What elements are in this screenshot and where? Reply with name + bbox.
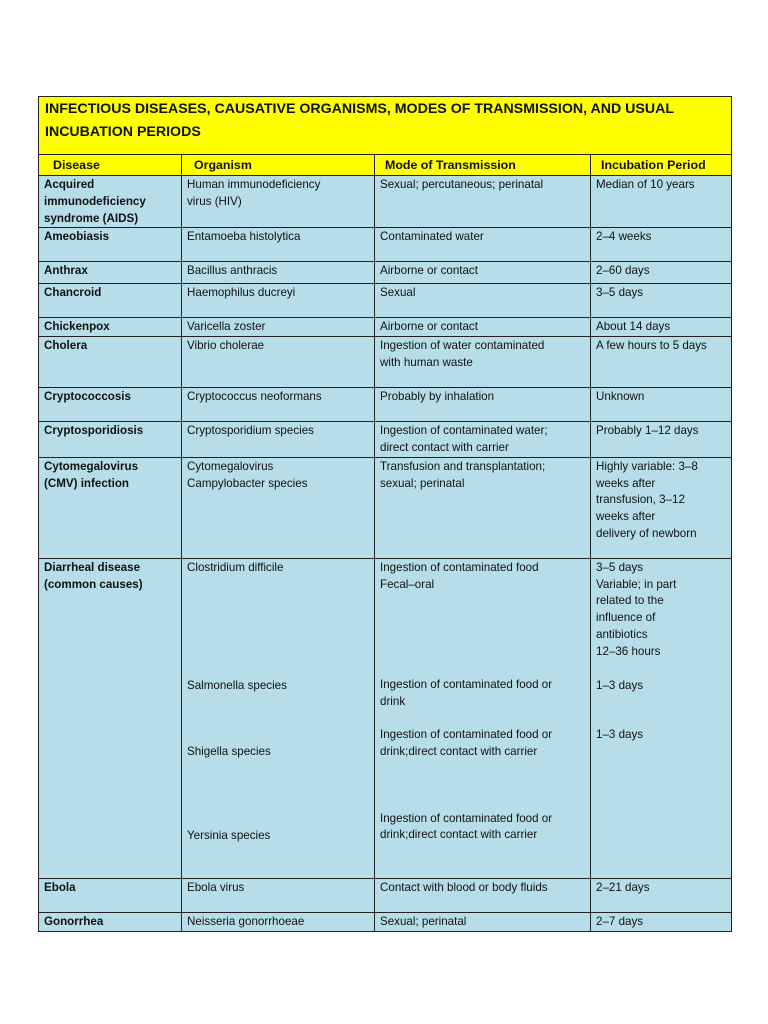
disease-cell: Cryptosporidiosis bbox=[44, 424, 144, 438]
incubation-shigella: 1–3 days bbox=[596, 728, 644, 742]
disease-cell: Ameobiasis bbox=[44, 230, 110, 244]
organism-shigella: Shigella species bbox=[187, 745, 271, 759]
incubation-cell: About 14 days bbox=[596, 320, 671, 334]
incubation-cell: Median of 10 years bbox=[596, 178, 695, 191]
organism-cell: Bacillus anthracis bbox=[187, 264, 278, 278]
organism-cell: Cytomegalovirus Campylobacter species bbox=[187, 459, 308, 490]
table-row bbox=[39, 912, 732, 931]
table-row bbox=[39, 422, 732, 458]
disease-cell: Gonorrhea bbox=[44, 914, 104, 928]
transmission-cell: Sexual bbox=[380, 286, 416, 300]
table-row bbox=[39, 878, 732, 912]
header-incubation: Incubation Period bbox=[591, 155, 732, 176]
incubation-cell: 2–7 days bbox=[596, 914, 644, 928]
incubation-cell: Unknown bbox=[596, 390, 645, 404]
transmission-cell: Ingestion of contaminated water; direct contact with carrier bbox=[380, 424, 548, 454]
transmission-cell: Contaminated water bbox=[380, 230, 484, 244]
organism-yersinia: Yersinia species bbox=[187, 829, 271, 843]
incubation-cell: 3–5 days Variable; in part related to the influence of antibiotics 12–36 hours bbox=[596, 560, 677, 658]
disease-cell: Cryptococcosis bbox=[44, 390, 131, 404]
organism-cell: Entamoeba histolytica bbox=[187, 230, 301, 244]
table-row bbox=[39, 262, 732, 284]
transmission-cell: Probably by inhalation bbox=[380, 390, 495, 404]
disease-cell: Anthrax bbox=[44, 264, 88, 278]
organism-cell: Neisseria gonorrhoeae bbox=[187, 914, 305, 928]
infectious-diseases-table bbox=[38, 96, 732, 932]
transmission-cell: Airborne or contact bbox=[380, 264, 478, 278]
incubation-cell: Highly variable: 3–8 weeks after transfusion, 3–12 weeks after delivery of newborn bbox=[596, 459, 698, 540]
transmission-cell: Ingestion of contaminated food Fecal–oral bbox=[380, 560, 539, 591]
header-disease: Disease bbox=[39, 155, 182, 176]
disease-cell: Chancroid bbox=[44, 286, 102, 300]
organism-cell: Varicella zoster bbox=[187, 320, 266, 334]
organism-cell: Ebola virus bbox=[187, 880, 245, 894]
organism-cell: Cryptococcus neoformans bbox=[187, 390, 322, 404]
table-row bbox=[39, 337, 732, 388]
incubation-cell: 2–60 days bbox=[596, 264, 650, 278]
organism-salmonella: Salmonella species bbox=[187, 678, 287, 692]
organism-cell: Vibrio cholerae bbox=[187, 339, 265, 353]
table-title: INFECTIOUS DISEASES, CAUSATIVE ORGANISMS, MODES OF TRANSMISSION, AND USUAL INCUBATION PERIODS bbox=[39, 97, 732, 155]
header-transmission: Mode of Transmission bbox=[375, 155, 591, 176]
organism-cell: Human immunodeficiency virus (HIV) bbox=[187, 178, 321, 208]
transmission-cell: Transfusion and transplantation; sexual; perinatal bbox=[380, 459, 546, 490]
disease-cell: Cytomegalovirus (CMV) infection bbox=[44, 459, 139, 490]
transmission-cell: Ingestion of water contaminated with human waste bbox=[380, 339, 545, 369]
transmission-cell: Sexual; perinatal bbox=[380, 914, 467, 928]
organism-cell: Haemophilus ducreyi bbox=[187, 286, 296, 300]
disease-cell: Chickenpox bbox=[44, 320, 110, 334]
incubation-cell: 2–21 days bbox=[596, 880, 650, 894]
transmission-salmonella: Ingestion of contaminated food or drink bbox=[380, 678, 553, 709]
organism-cell: Cryptosporidium species bbox=[187, 424, 314, 438]
table-row bbox=[39, 318, 732, 337]
table-row bbox=[39, 228, 732, 262]
disease-cell: Cholera bbox=[44, 339, 88, 353]
table-row bbox=[39, 457, 732, 558]
transmission-yersinia: Ingestion of contaminated food or drink;direct contact with carrier bbox=[380, 811, 553, 842]
incubation-cell: 3–5 days bbox=[596, 286, 644, 300]
transmission-cell: Contact with blood or body fluids bbox=[380, 880, 548, 894]
disease-cell: Diarrheal disease (common causes) bbox=[44, 560, 143, 591]
incubation-cell: Probably 1–12 days bbox=[596, 424, 699, 438]
header-organism: Organism bbox=[182, 155, 375, 176]
incubation-salmonella: 1–3 days bbox=[596, 678, 644, 692]
incubation-cell: 2–4 weeks bbox=[596, 230, 652, 244]
organism-cell: Clostridium difficile bbox=[187, 560, 284, 574]
table-row bbox=[39, 558, 732, 878]
table-row bbox=[39, 176, 732, 228]
transmission-cell: Airborne or contact bbox=[380, 320, 478, 334]
disease-cell: Ebola bbox=[44, 880, 76, 894]
table-row bbox=[39, 284, 732, 318]
transmission-cell: Sexual; percutaneous; perinatal bbox=[380, 178, 544, 191]
header-row bbox=[39, 155, 732, 176]
incubation-cell: A few hours to 5 days bbox=[596, 339, 707, 353]
disease-cell: Acquired immunodeficiency syndrome (AIDS) bbox=[44, 178, 146, 225]
transmission-shigella: Ingestion of contaminated food or drink;direct contact with carrier bbox=[380, 727, 553, 758]
table-row bbox=[39, 388, 732, 422]
